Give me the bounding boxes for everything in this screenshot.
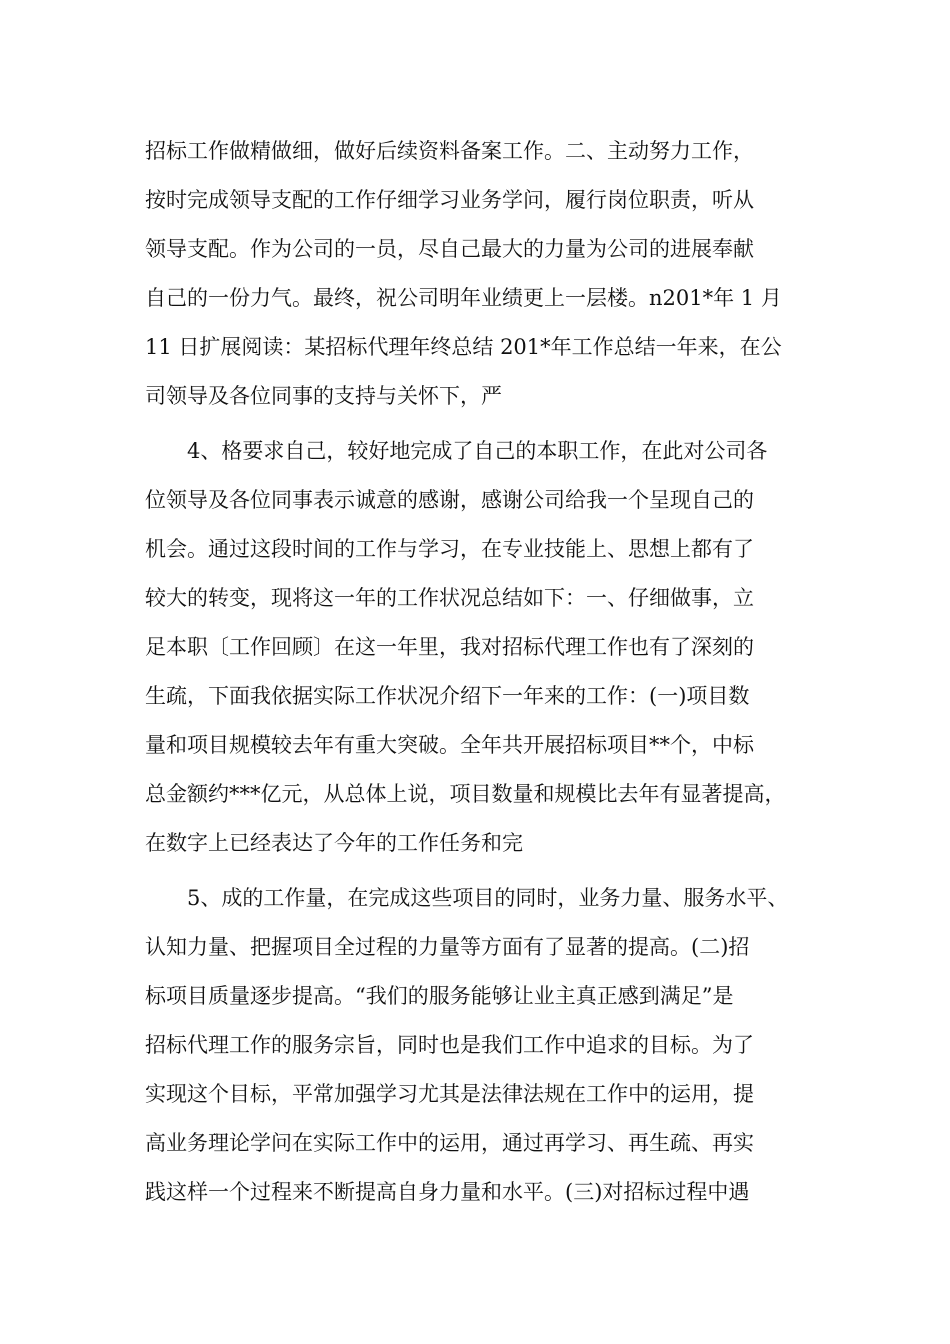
text-line: 5、成的工作量，在完成这些项目的同时，业务力量、服务水平、 [187,886,789,910]
text-line: 11 日扩展阅读：某招标代理年终总结 201*年工作总结一年来，在公 [145,335,782,359]
text-line: 践这样一个过程来不断提高自身力量和水平。(三)对招标过程中遇 [145,1180,750,1204]
text-line: 位领导及各位同事表示诚意的感谢，感谢公司给我一个呈现自己的 [145,488,754,512]
paragraph-1 [145,127,815,421]
text-line: 在数字上已经表达了今年的工作任务和完 [145,831,523,855]
text-line: 认知力量、把握项目全过程的力量等方面有了显著的提高。(二)招 [145,935,750,959]
text-line: 量和项目规模较去年有重大突破。全年共开展招标项目**个，中标 [145,733,754,757]
text-line: 司领导及各位同事的支持与关怀下，严 [145,384,502,408]
text-line: 领导支配。作为公司的一员，尽自己最大的力量为公司的进展奉献 [145,237,754,261]
paragraph-2 [145,427,815,868]
text-line: 较大的转变，现将这一年的工作状况总结如下：一、仔细做事，立 [145,586,754,610]
text-line: 招标工作做精做细，做好后续资料备案工作。二、主动努力工作， [145,139,754,163]
text-line: 4、格要求自己，较好地完成了自己的本职工作，在此对公司各 [187,439,768,463]
text-line: 足本职〔工作回顾〕在这一年里，我对招标代理工作也有了深刻的 [145,635,754,659]
text-line: 自己的一份力气。最终，祝公司明年业绩更上一层楼。n201*年 1 月 [145,286,782,310]
text-line: 机会。通过这段时间的工作与学习，在专业技能上、思想上都有了 [145,537,754,561]
text-line: 按时完成领导支配的工作仔细学习业务学问，履行岗位职责，听从 [145,188,754,212]
text-line: 实现这个目标，平常加强学习尤其是法律法规在工作中的运用，提 [145,1082,754,1106]
text-line: 高业务理论学问在实际工作中的运用，通过再学习、再生疏、再实 [145,1131,754,1155]
paragraph-3 [145,874,815,1217]
text-line: 标项目质量逐步提高。“我们的服务能够让业主真正感到满足”是 [145,984,734,1008]
text-line: 招标代理工作的服务宗旨，同时也是我们工作中追求的目标。为了 [145,1033,754,1057]
text-line: 生疏，下面我依据实际工作状况介绍下一年来的工作：(一)项目数 [145,684,750,708]
text-line: 总金额约***亿元，从总体上说，项目数量和规模比去年有显著提高， [145,782,786,806]
